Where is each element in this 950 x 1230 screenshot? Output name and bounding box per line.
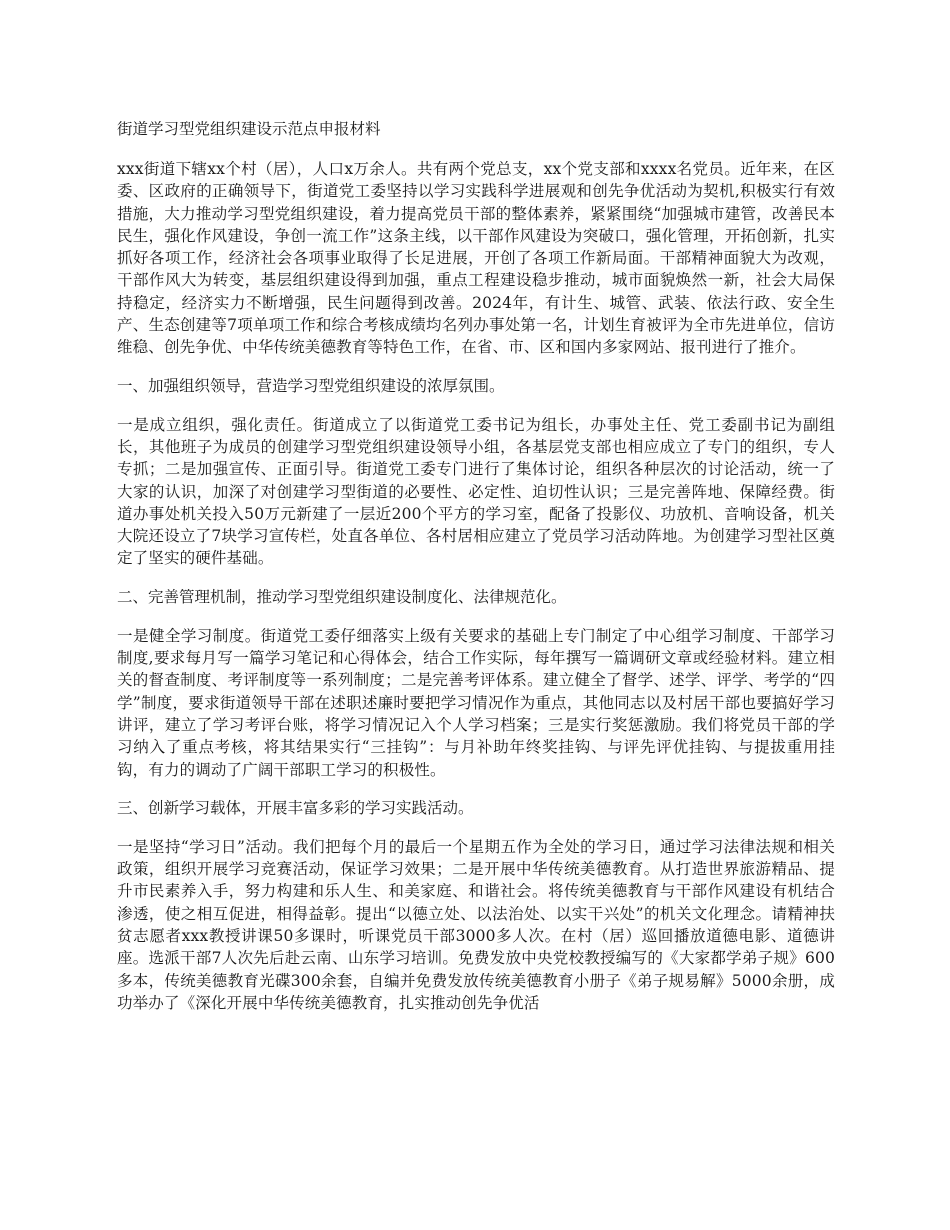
section-1-heading: 一、加强组织领导，营造学习型党组织建设的浓厚氛围。 [117, 376, 505, 395]
section-2-heading: 二、完善管理机制，推动学习型党组织建设制度化、法律规范化。 [117, 587, 567, 606]
section-2-body: 一是健全学习制度。街道党工委仔细落实上级有关要求的基础上专门制定了中心组学习制度、干部学习制度,要求每月写一篇学习笔记和心得体会，结合工作实际，每年撰写一篇调研文章或经验材料。建立相关的督查制度、考评制度等一系列制度；二是完善考评体系。建立健全了督学、述学、评学、考学的“四学”制度，要求街道领导干部在述职述廉时要把学习情况作为重点，其他同志以及村居干部也要搞好学习讲评，建立了学习考评台账，将学习情况记入个人学习档案；三是实行奖惩激励。我们将党员干部的学习纳入了重点考核，将其结果实行“三挂钩”：与月补助年终奖挂钩、与评先评优挂钩、与提拔重用挂钩，有力的调动了广阔干部职工学习的积极性。 [117, 626, 835, 779]
document-title: 街道学习型党组织建设示范点申报材料 [117, 120, 381, 138]
document-page [117, 118, 835, 1030]
section-3-body: 一是坚持“学习日”活动。我们把每个月的最后一个星期五作为全处的学习日，通过学习法律法规和相关政策，组织开展学习竞赛活动，保证学习效果；二是开展中华传统美德教育。从打造世界旅游精品、提升市民素养入手，努力构建和乐人生、和美家庭、和谐社会。将传统美德教育与干部作风建设有机结合渗透，使之相互促进，相得益彰。提出“以德立处、以法治处、以实干兴处”的机关文化理念。请精神扶贫志愿者xxx教授讲课50多课时，听课党员干部3000多人次。在村（居）巡回播放道德电影、道德讲座。选派干部7人次先后赴云南、山东学习培训。免费发放中央党校教授编写的《大家都学弟子规》600多本，传统美德教育光碟300余套，自编并免费发放传统美德教育小册子《弟子规易解》5000余册，成功举办了《深化开展中华传统美德教育，扎实推动创先争优活 [117, 837, 835, 1012]
section-1-body: 一是成立组织，强化责任。街道成立了以街道党工委书记为组长，办事处主任、党工委副书记为副组长，其他班子为成员的创建学习型党组织建设领导小组，各基层党支部也相应成立了专门的组织，专人专抓；二是加强宣传、正面引导。街道党工委专门进行了集体讨论，组织各种层次的讨论活动，统一了大家的认识，加深了对创建学习型街道的必要性、必定性、迫切性认识；三是完善阵地、保障经费。街道办事处机关投入50万元新建了一层近200个平方的学习室，配备了投影仪、功放机、音响设备，机关大院还设立了7块学习宣传栏，处直各单位、各村居相应建立了党员学习活动阵地。为创建学习型社区奠定了坚实的硬件基础。 [117, 415, 835, 568]
intro-paragraph: xxx街道下辖xx个村（居），人口x万余人。共有两个党总支，xx个党支部和xxxx名党员。近年来，在区委、区政府的正确领导下，街道党工委坚持以学习实践科学进展观和创先争优活动为契机,积极实行有效措施，大力推动学习型党组织建设，着力提高党员干部的整体素养，紧紧围绕“加强城市建管，改善民本民生，强化作风建设，争创一流工作”这条主线，以干部作风建设为突破口，强化管理，开拓创新，扎实抓好各项工作，经济社会各项事业取得了长足进展，开创了各项工作新局面。干部精神面貌大为改观，干部作风大为转变，基层组织建设得到加强，重点工程建设稳步推动，城市面貌焕然一新，社会大局保持稳定，经济实力不断增强，民生问题得到改善。2024年，有计生、城管、武装、依法行政、安全生产、生态创建等7项单项工作和综合考核成绩均名列办事处第一名，计划生育被评为全市先进单位，信访维稳、创先争优、中华传统美德教育等特色工作，在省、市、区和国内多家网站、报刊进行了推介。 [117, 160, 835, 357]
section-3-heading: 三、创新学习载体，开展丰富多彩的学习实践活动。 [117, 798, 474, 817]
